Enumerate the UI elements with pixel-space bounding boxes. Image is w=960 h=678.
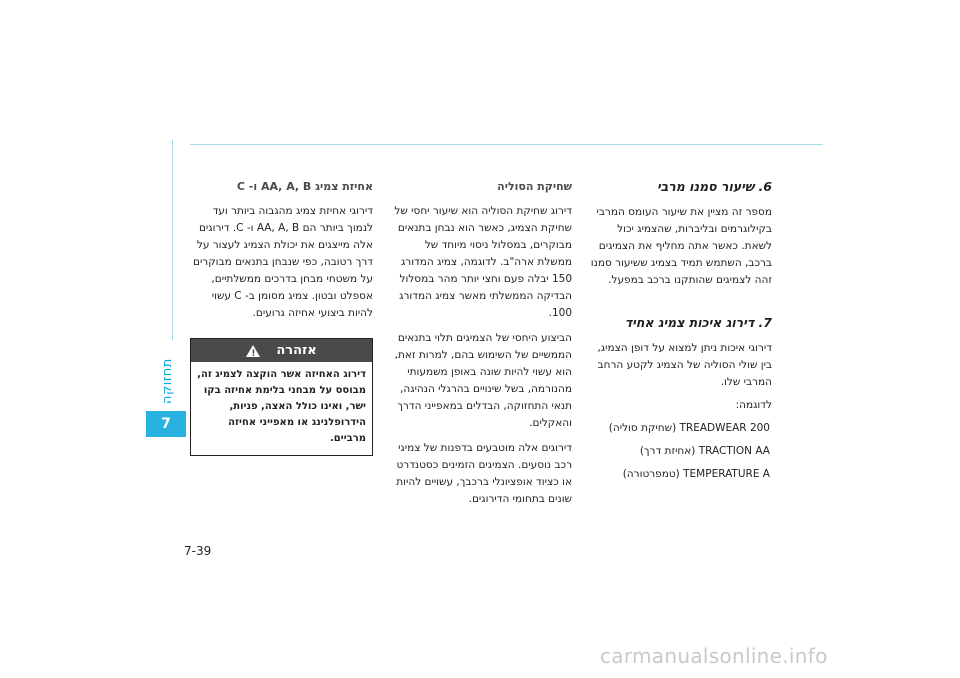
right-column bbox=[590, 178, 772, 483]
warning-triangle-icon bbox=[246, 345, 260, 357]
middle-column bbox=[390, 178, 572, 516]
treadwear-paragraph-2: הביצוע היחסי של הצמיגים תלוי בתנאים הממשיים של השימוש בהם, למרות זאת, הוא עשוי להיות שונה באופן משמעותי מהנורמה, בשל שינויים בהרגלי הנהיגה, תנאי התחזוקה, הבדלים במאפייני הדרך והאקלים. bbox=[394, 332, 572, 429]
grade-temperature: TEMPERATURE A (טמפרטורה) bbox=[622, 468, 770, 480]
chapter-label: תחזוקה bbox=[160, 358, 175, 404]
section-7-paragraph: דירוגי איכות ניתן למצוא על דופן הצמיג, בין שולי הסוליה של הצמיג לקטע הרחב המרבי שלו. bbox=[597, 342, 772, 388]
treadwear-paragraph-1: דירוג שחיקת הסוליה הוא שיעור יחסי של שחיקת הצמיג, כאשר הוא נבחן בתנאים מבוקרים, במסלול ניסוי מיוחד של ממשלת ארה"ב. לדוגמה, צמיג המדורג 150 יבלה פעם וחצי יותר מהר במסלול הבדיקה הממשלתי מאשר צמיג המדורג 100. bbox=[394, 205, 572, 319]
traction-title: אחיזת צמיג AA, A, B ו- C bbox=[236, 180, 373, 193]
warning-header bbox=[191, 339, 372, 362]
grade-traction: TRACTION AA (אחיזת דרך) bbox=[639, 445, 770, 457]
warning-title: אזהרה bbox=[276, 343, 317, 358]
warning-text: דירוג האחיזה אשר הוקצה לצמיג זה, מבוסס על מבחני בלימת אחיזה בקו ישר, ואינו כולל האצה, פניות, הידרופלנינג או מאפייני אחיזה מרביים. bbox=[197, 369, 366, 444]
top-divider bbox=[190, 144, 823, 145]
left-column bbox=[190, 178, 373, 456]
chapter-number-tab: 7 bbox=[146, 411, 186, 437]
grade-examples bbox=[590, 420, 772, 483]
warning-box bbox=[190, 338, 373, 456]
page-number: 7-39 bbox=[184, 544, 212, 558]
grade-treadwear: TREADWEAR 200 (שחיקת סוליה) bbox=[608, 422, 770, 434]
treadwear-paragraph-3: דירוגים אלה מוטבעים בדפנות של צמיגי רכב נוסעים. הצמיגים הזמינים כסטנדרט או כציוד אופציונלי ברכבך, עשויים להיות שונים בתחומי הדירוגים. bbox=[396, 442, 572, 505]
section-6-title: 6. שיעור סמנו מרבי bbox=[656, 179, 772, 194]
side-divider bbox=[172, 140, 173, 340]
section-6-paragraph: מספר זה מציין את שיעור העומס המרבי בקילוגרמים ובליברות, שהצמיג יכול לשאת. כאשר אתה מחליף את הצמיגים ברכב, השתמש תמיד בצמיג ששיעור סמנו זהה לצמיגים שהותקנו ברכב במפעל. bbox=[590, 206, 772, 286]
example-label: לדוגמה: bbox=[735, 399, 772, 411]
traction-paragraph: דירוגי אחיזת צמיג מהגבוה ביותר ועד לנמוך ביותר הם AA, A, B ו- C. דירוגים אלה מייצגים את יכולת הצמיג לעצור על דרך רטובה, כפי שנבחן בתנאים מבוקרים על משטחי מבחן בדרכים ממשלתיים, אספלט ובטון. צמיג מסומן ב- C עשוי להיות ביצועי אחיזה גרועים. bbox=[192, 205, 373, 319]
treadwear-title: שחיקת הסוליה bbox=[497, 180, 572, 193]
section-7-title: 7. דירוג איכות צמיג אחיד bbox=[624, 315, 772, 330]
watermark: carmanualsonline.info bbox=[600, 644, 828, 668]
